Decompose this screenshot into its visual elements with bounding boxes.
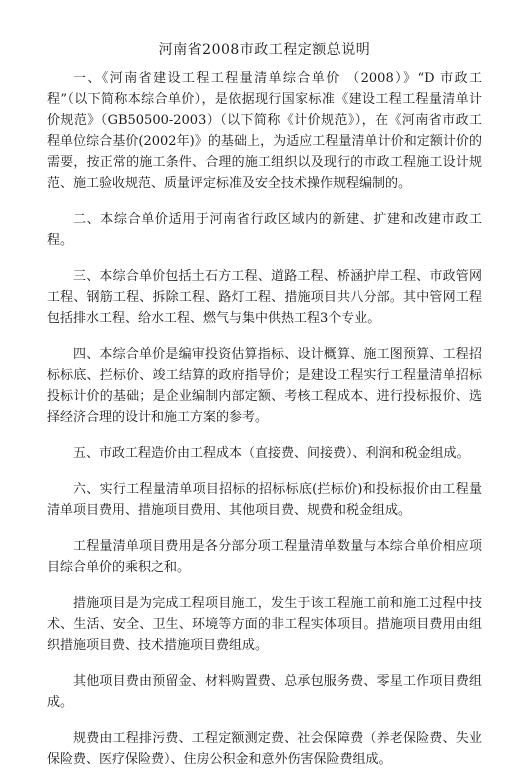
paragraph-10: 规费由工程排污费、工程定额测定费、社会保障费（养老保险费、失业保险费、医疗保险费）、住房公积金和意外伤害保险费组成。 (47, 731, 482, 767)
paragraph-9: 其他项目费由预留金、材料购置费、总承包服务费、零星工作项目费组成。 (47, 674, 482, 710)
paragraph-3: 三、本综合单价包括土石方工程、道路工程、桥涵护岸工程、市政管网工程、钢筋工程、拆除工程、路灯工程、措施项目共八分部。其中管网工程包括排水工程、给水工程、燃气与集中供热工程3个专业。 (47, 269, 482, 326)
paragraph-8: 措施项目是为完成工程项目施工，发生于该工程施工前和施工过程中技术、生活、安全、卫生、环境等方面的非工程实体项目。措施项目费用由组织措施项目费、技术措施项目费组成。 (47, 596, 482, 653)
paragraph-5: 五、市政工程造价由工程成本（直接费、间接费）、利润和税金组成。 (73, 446, 470, 461)
paragraph-7: 工程量清单项目费用是各分部分项工程量清单数量与本综合单价相应项目综合单价的乘积之和。 (47, 539, 482, 575)
paragraph-4: 四、本综合单价是编审投资估算指标、设计概算、施工图预算、工程招标标底、拦标价、竣工结算的政府指导价；是建设工程实行工程量清单招标投标计价的基础；是企业编制内部定额、考核工程成本、进行投标报价、选择经济合理的设计和施工方案的参考。 (47, 347, 482, 425)
paragraph-1: 一、《河南省建设工程工程量清单综合单价 （2008）》“D 市政工程”（以下简称本综合单价），是依据现行国家标准《建设工程工程量清单计价规范》（GB50500-2003）（以下简称《计价规范》），在《河南省市政工程单位综合基价(2002年)》的基础上，为适应工程量清单计价和定额计价的需要，按正常的施工条件、合理的施工组织以及现行的市政工程施工设计规范、施工验收规范、质量评定标准及安全技术操作规程编制的。 (47, 71, 482, 191)
document-title: 河南省2008市政工程定额总说明 (158, 42, 371, 58)
paragraph-2: 二、本综合单价适用于河南省行政区域内的新建、扩建和改建市政工程。 (47, 212, 482, 248)
paragraph-6: 六、实行工程量清单项目招标的招标标底(拦标价)和投标报价由工程量清单项目费用、措施项目费用、其他项目费、规费和税金组成。 (47, 482, 482, 518)
